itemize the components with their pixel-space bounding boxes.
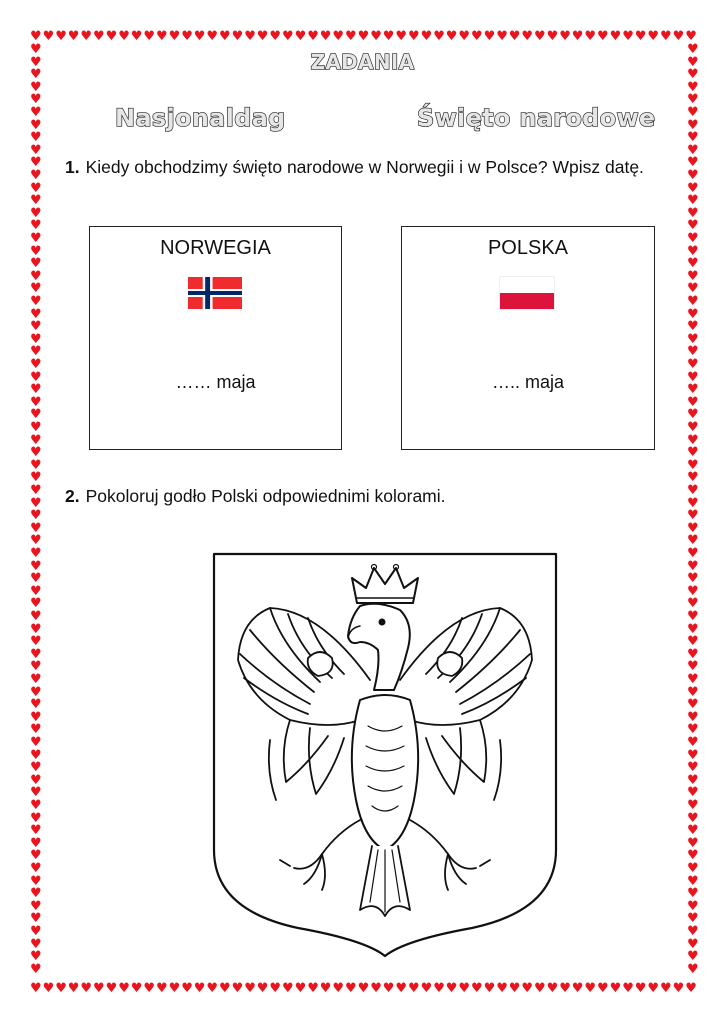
heart-icon: ♥ [42,981,55,996]
heart-icon: ♥ [30,369,42,385]
heart-icon: ♥ [357,29,370,44]
heart-icon: ♥ [30,911,42,927]
heart-icon: ♥ [30,420,42,435]
heart-icon: ♥ [687,646,699,662]
heart-icon: ♥ [30,180,42,196]
heart-icon: ♥ [30,508,42,524]
heart-icon: ♥ [458,981,471,996]
heart-icon: ♥ [30,697,42,713]
heart-icon: ♥ [687,785,699,801]
heart-icon: ♥ [687,722,699,738]
heart-icon: ♥ [672,29,685,44]
heart-icon: ♥ [307,29,319,44]
heart-icon: ♥ [67,29,80,44]
heart-icon: ♥ [231,981,244,996]
norway-date-blank[interactable]: …… maja [175,372,256,392]
heart-icon: ♥ [687,697,699,713]
heart-icon: ♥ [30,243,42,259]
heart-icon: ♥ [130,29,143,44]
heart-icon: ♥ [687,445,699,461]
heart-icon: ♥ [634,29,647,44]
heart-icon: ♥ [30,193,42,209]
heart-icon: ♥ [687,331,699,347]
heart-icon: ♥ [30,54,42,70]
heart-icon: ♥ [42,29,55,44]
heart-icon: ♥ [571,981,584,996]
heart-icon: ♥ [30,142,42,158]
heart-icon: ♥ [55,29,67,44]
heart-icon: ♥ [687,520,699,536]
poland-flag-icon [500,277,554,309]
heart-icon: ♥ [687,256,699,272]
heart-icon: ♥ [30,621,42,637]
heart-icon: ♥ [687,117,699,133]
heart-icon: ♥ [687,659,699,675]
heart-icon: ♥ [30,533,42,549]
heart-icon: ♥ [687,558,699,574]
heart-icon: ♥ [508,29,521,44]
heart-icon: ♥ [30,747,42,763]
heart-icon: ♥ [30,961,42,977]
heart-icon: ♥ [30,319,42,335]
heart-icon: ♥ [244,29,256,44]
heart-icon: ♥ [559,29,571,44]
heart-icon: ♥ [345,981,357,996]
heart-icon: ♥ [30,898,42,914]
heart-icon: ♥ [687,609,699,624]
heart-icon: ♥ [687,180,699,196]
heart-icon: ♥ [30,722,42,738]
heart-icon: ♥ [496,29,508,44]
heart-icon: ♥ [30,596,42,612]
heart-icon: ♥ [193,29,206,44]
heart-icon: ♥ [370,981,382,996]
heart-icon: ♥ [687,798,699,813]
heart-icon: ♥ [30,306,42,322]
task-1-number: 1. [65,157,80,177]
heart-icon: ♥ [80,981,93,996]
heart-icon: ♥ [687,142,699,158]
heart-icon: ♥ [687,319,699,335]
heart-icon: ♥ [30,684,42,700]
heart-icon: ♥ [672,981,685,996]
poland-box [401,226,655,450]
heart-icon: ♥ [420,29,433,44]
heart-icon: ♥ [687,394,699,410]
heart-icon: ♥ [118,29,130,44]
heart-icon: ♥ [30,231,42,246]
heart-icon: ♥ [231,29,244,44]
heart-icon: ♥ [687,747,699,763]
heart-icon: ♥ [420,981,433,996]
heart-icon: ♥ [30,835,42,851]
heart-icon: ♥ [30,583,42,599]
heart-icon: ♥ [687,54,699,70]
heart-icon: ♥ [181,981,193,996]
heart-icon: ♥ [433,981,445,996]
heart-icon: ♥ [30,256,42,272]
heart-icon: ♥ [445,29,458,44]
heart-icon: ♥ [687,583,699,599]
heart-icon: ♥ [30,483,42,498]
heart-icon: ♥ [370,29,382,44]
heart-icon: ♥ [634,981,647,996]
heart-icon: ♥ [30,29,42,44]
heart-icon: ♥ [30,634,42,650]
heart-icon: ♥ [30,344,42,360]
heart-icon: ♥ [445,981,458,996]
heart-icon: ♥ [687,67,699,83]
heart-icon: ♥ [687,835,699,851]
heart-icon: ♥ [687,873,699,889]
heart-icon: ♥ [143,29,156,44]
worksheet-title: ZADANIA [310,50,415,74]
heart-icon: ♥ [687,886,699,902]
heart-icon: ♥ [687,281,699,297]
heart-icon: ♥ [687,268,699,284]
heart-icon: ♥ [546,29,559,44]
heart-icon: ♥ [30,735,42,750]
heart-icon: ♥ [571,29,584,44]
heart-icon: ♥ [622,29,634,44]
heart-icon: ♥ [687,495,699,511]
heart-icon: ♥ [622,981,634,996]
heart-icon: ♥ [30,79,42,95]
heart-icon: ♥ [395,29,408,44]
heart-icon: ♥ [687,168,699,183]
heart-icon: ♥ [30,331,42,347]
heart-icon: ♥ [408,981,420,996]
heart-icon: ♥ [30,67,42,83]
heart-icon: ♥ [521,29,534,44]
task-1-instruction [65,157,644,178]
heart-icon: ♥ [584,981,597,996]
heart-icon: ♥ [30,810,42,826]
heart-icon: ♥ [156,981,168,996]
heart-icon: ♥ [534,29,546,44]
heart-icon: ♥ [118,981,130,996]
heart-icon: ♥ [30,873,42,889]
norway-flag-icon [188,277,242,309]
heart-icon: ♥ [687,42,699,57]
heart-icon: ♥ [687,483,699,498]
heart-icon: ♥ [687,344,699,360]
heart-icon: ♥ [80,29,93,44]
norway-label: NORWEGIA [160,237,271,259]
heart-icon: ♥ [687,709,699,725]
heading-swieto-narodowe: Święto narodowe [417,104,656,132]
heart-icon: ♥ [687,105,699,120]
heart-icon: ♥ [143,981,156,996]
heart-icon: ♥ [30,205,42,221]
heart-icon: ♥ [559,981,571,996]
task-1-text: Kiedy obchodzimy święto narodowe w Norwegii i w Polsce? Wpisz datę. [85,157,644,177]
heart-icon: ♥ [546,981,559,996]
heart-icon: ♥ [687,621,699,637]
heart-icon: ♥ [685,981,697,996]
heart-icon: ♥ [483,29,496,44]
heart-icon: ♥ [687,357,699,372]
heart-icon: ♥ [345,29,357,44]
poland-date-blank[interactable]: ….. maja [491,372,565,392]
heart-icon: ♥ [687,848,699,864]
heart-icon: ♥ [687,672,699,687]
heart-icon: ♥ [687,218,699,234]
polish-eagle-emblem-icon[interactable] [210,550,560,960]
heart-icon: ♥ [687,231,699,246]
heart-icon: ♥ [105,981,118,996]
heart-icon: ♥ [30,772,42,788]
heart-icon: ♥ [687,369,699,385]
heart-icon: ♥ [483,981,496,996]
heart-icon: ♥ [687,596,699,612]
heart-icon: ♥ [30,760,42,776]
heart-icon: ♥ [30,268,42,284]
heart-icon: ♥ [30,281,42,297]
heart-icon: ♥ [687,294,699,309]
heart-icon: ♥ [584,29,597,44]
heart-icon: ♥ [30,117,42,133]
heart-icon: ♥ [30,936,42,952]
heart-icon: ♥ [687,508,699,524]
heart-icon: ♥ [181,29,193,44]
heart-icon: ♥ [687,898,699,914]
heart-icon: ♥ [687,420,699,435]
heart-icon: ♥ [687,571,699,587]
heart-icon: ♥ [294,29,307,44]
heart-icon: ♥ [319,981,332,996]
heart-icon: ♥ [687,243,699,259]
heart-icon: ♥ [30,168,42,183]
heart-icon: ♥ [30,558,42,574]
heart-icon: ♥ [687,772,699,788]
heart-icon: ♥ [294,981,307,996]
heart-icon: ♥ [597,981,609,996]
heart-icon: ♥ [30,357,42,372]
heart-icon: ♥ [307,981,319,996]
heart-icon: ♥ [282,981,294,996]
heart-icon: ♥ [30,609,42,624]
heart-icon: ♥ [30,672,42,687]
heart-icon: ♥ [30,823,42,839]
heart-icon: ♥ [508,981,521,996]
heart-icon: ♥ [30,495,42,511]
heart-icon: ♥ [687,936,699,952]
heart-icon: ♥ [30,470,42,486]
heart-icon: ♥ [382,981,395,996]
heart-icon: ♥ [332,981,345,996]
heart-icon: ♥ [269,981,282,996]
heart-icon: ♥ [30,571,42,587]
heart-icon: ♥ [521,981,534,996]
heart-icon: ♥ [55,981,67,996]
heart-icon: ♥ [30,886,42,902]
heart-icon: ♥ [30,546,42,561]
heart-icon: ♥ [30,981,42,996]
heart-icon: ♥ [130,981,143,996]
heart-icon: ♥ [30,394,42,410]
heart-icon: ♥ [256,29,269,44]
heart-icon: ♥ [687,533,699,549]
heart-icon: ♥ [168,981,181,996]
heart-icon: ♥ [687,634,699,650]
heart-icon: ♥ [30,382,42,398]
heart-icon: ♥ [647,981,660,996]
heart-icon: ♥ [687,684,699,700]
heart-icon: ♥ [30,155,42,171]
heart-icon: ♥ [219,981,231,996]
heart-icon: ♥ [687,155,699,171]
heart-icon: ♥ [93,981,105,996]
heart-icon: ♥ [685,29,697,44]
heart-icon: ♥ [687,457,699,473]
heart-icon: ♥ [30,130,42,146]
heart-icon: ♥ [30,520,42,536]
heart-icon: ♥ [30,445,42,461]
heart-icon: ♥ [687,407,699,423]
heart-icon: ♥ [660,29,672,44]
heart-icon: ♥ [458,29,471,44]
heart-icon: ♥ [609,29,622,44]
heart-icon: ♥ [269,29,282,44]
heart-icon: ♥ [105,29,118,44]
heart-icon: ♥ [496,981,508,996]
heart-icon: ♥ [30,42,42,57]
heart-icon: ♥ [687,546,699,561]
heart-icon: ♥ [256,981,269,996]
heart-icon: ♥ [30,861,42,876]
heart-icon: ♥ [534,981,546,996]
heart-icon: ♥ [67,981,80,996]
heart-icon: ♥ [30,432,42,448]
heart-icon: ♥ [660,981,672,996]
heart-icon: ♥ [30,294,42,309]
heart-icon: ♥ [156,29,168,44]
heart-icon: ♥ [30,92,42,108]
norway-box [89,226,342,450]
heart-icon: ♥ [687,79,699,95]
heart-icon: ♥ [687,735,699,750]
heart-icon: ♥ [30,798,42,813]
heart-icon: ♥ [433,29,445,44]
heart-icon: ♥ [687,382,699,398]
heart-icon: ♥ [687,810,699,826]
heart-icon: ♥ [687,130,699,146]
heart-icon: ♥ [687,823,699,839]
heart-icon: ♥ [687,205,699,221]
heart-icon: ♥ [687,306,699,322]
heart-icon: ♥ [687,760,699,776]
poland-label: POLSKA [487,237,569,259]
heart-icon: ♥ [193,981,206,996]
heart-icon: ♥ [687,861,699,876]
task-2-text: Pokoloruj godło Polski odpowiednimi kolorami. [85,486,446,506]
heart-icon: ♥ [687,911,699,927]
heart-icon: ♥ [471,29,483,44]
heart-icon: ♥ [93,29,105,44]
heart-icon: ♥ [30,848,42,864]
heart-icon: ♥ [30,949,42,965]
heart-icon: ♥ [30,457,42,473]
heart-icon: ♥ [30,785,42,801]
heart-icon: ♥ [609,981,622,996]
heart-icon: ♥ [282,29,294,44]
heart-icon: ♥ [408,29,420,44]
heart-icon: ♥ [687,961,699,977]
heart-icon: ♥ [687,949,699,965]
heart-icon: ♥ [30,218,42,234]
heart-icon: ♥ [319,29,332,44]
heart-icon: ♥ [30,659,42,675]
heart-icon: ♥ [687,432,699,448]
heart-icon: ♥ [687,470,699,486]
heart-icon: ♥ [206,29,219,44]
task-2-instruction [65,486,446,507]
heart-icon: ♥ [597,29,609,44]
heart-icon: ♥ [30,924,42,939]
task-2-number: 2. [65,486,80,506]
heart-icon: ♥ [382,29,395,44]
heart-icon: ♥ [687,193,699,209]
heart-icon: ♥ [244,981,256,996]
heart-icon: ♥ [30,407,42,423]
heart-icon: ♥ [471,981,483,996]
heart-icon: ♥ [30,105,42,120]
heart-icon: ♥ [332,29,345,44]
heading-nasjonaldag: Nasjonaldag [115,104,286,132]
heart-icon: ♥ [219,29,231,44]
heart-icon: ♥ [206,981,219,996]
heart-icon: ♥ [395,981,408,996]
heart-icon: ♥ [357,981,370,996]
heart-icon: ♥ [687,92,699,108]
heart-icon: ♥ [168,29,181,44]
heart-icon: ♥ [30,709,42,725]
heart-icon: ♥ [647,29,660,44]
heart-icon: ♥ [30,646,42,662]
heart-icon: ♥ [687,924,699,939]
